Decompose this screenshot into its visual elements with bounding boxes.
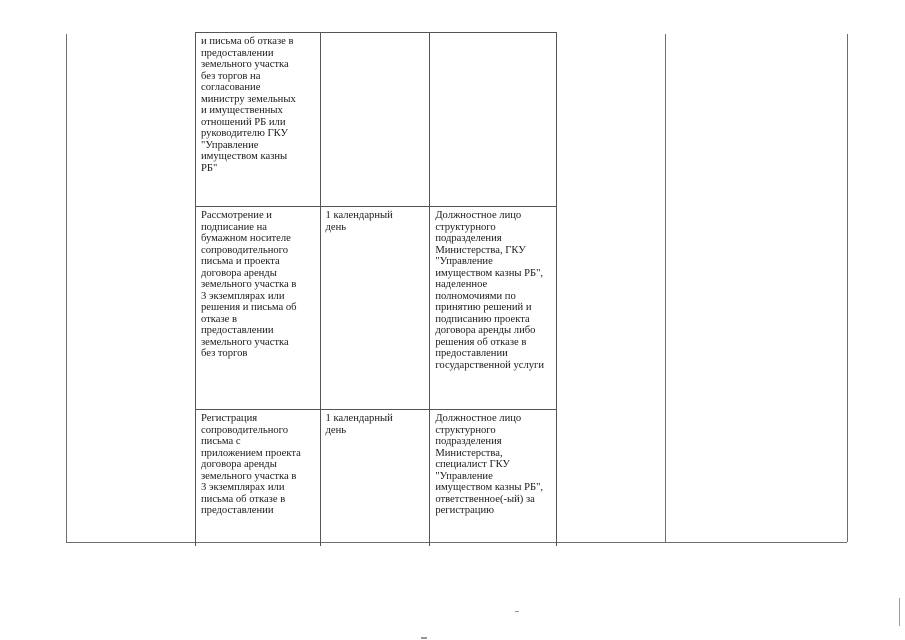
table-row [196,410,557,547]
scan-speck [421,637,427,639]
left-border-line [66,34,67,542]
duration-cell: 1 календарный день [320,410,430,547]
responsible-cell: Должностное лицо структурного подразделения Министерства, ГКУ "Управление имуществом казны РБ", наделенное полномочиями по принятию решений и подписанию проекта договора аренды либо решения об отказе в предоставлении государственной услуги [430,207,557,410]
responsible-cell: Должностное лицо структурного подразделения Министерства, специалист ГКУ "Управление имуществом казны РБ", ответственное(-ый) за регистрацию [430,410,557,547]
right-border-line [847,34,848,542]
step-cell: Регистрация сопроводительного письма с приложением проекта договора аренды земельного участка в 3 экземплярах или письма об отказе в предоставлении [196,410,321,547]
scan-speck [515,611,519,612]
right-column-line [665,34,666,542]
duration-cell [320,33,430,207]
table-row [196,207,557,410]
procedure-table [195,32,557,546]
step-cell: и письма об отказе в предоставлении земельного участка без торгов на согласование министру земельных и имущественных отношений РБ или руководителю ГКУ "Управление имуществом казны РБ" [196,33,321,207]
scan-edge-mark [899,598,900,626]
responsible-cell [430,33,557,207]
table-row [196,33,557,207]
duration-cell: 1 календарный день [320,207,430,410]
step-cell: Рассмотрение и подписание на бумажном носителе сопроводительного письма и проекта договора аренды земельного участка в 3 экземплярах или решения и письма об отказе в предоставлении земельного участка без торгов [196,207,321,410]
